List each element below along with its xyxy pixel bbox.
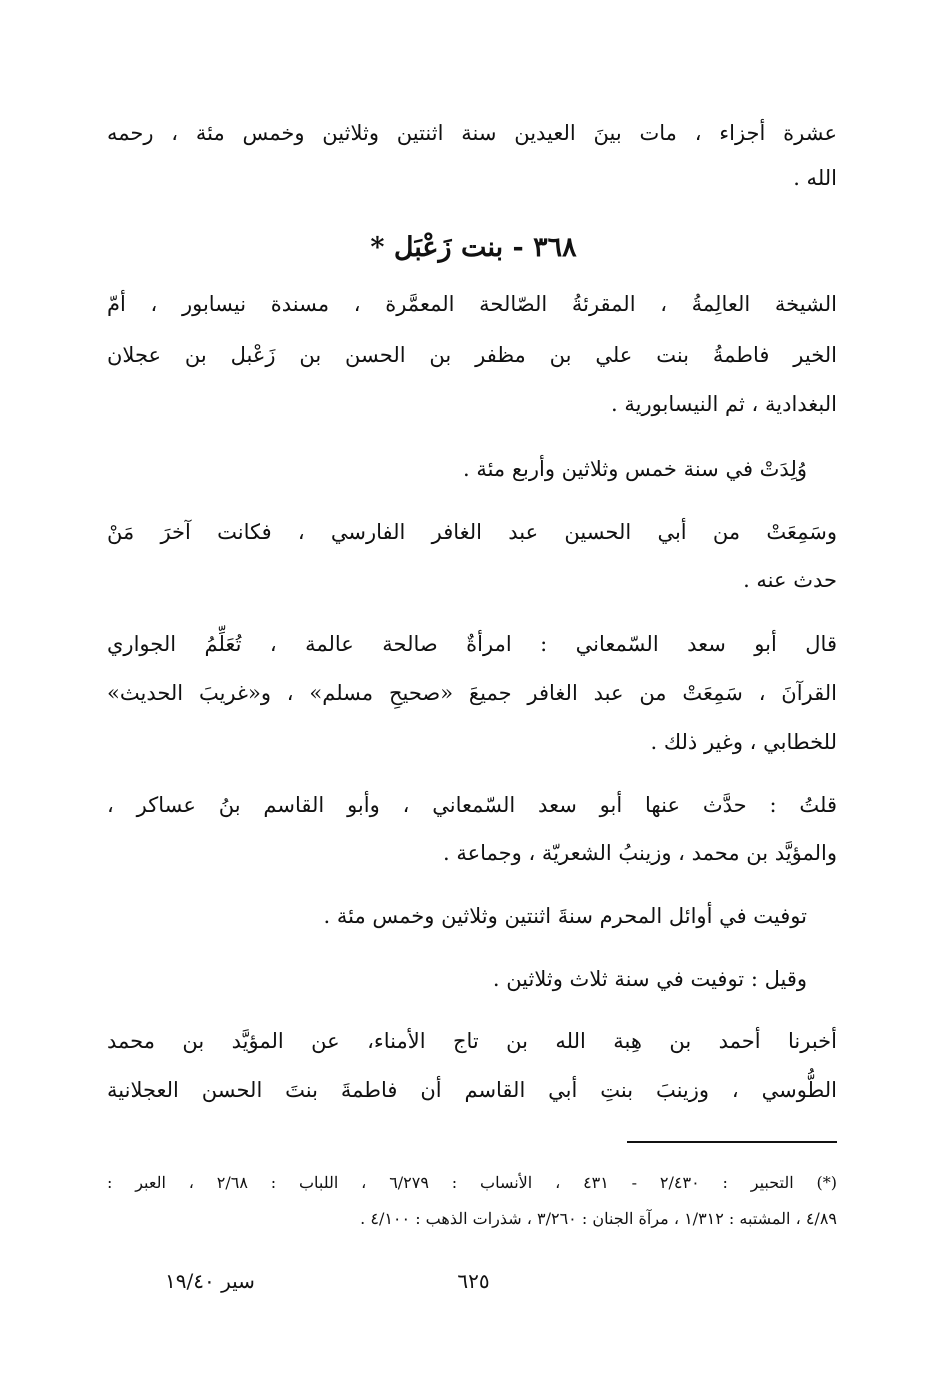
text-line: توفيت في أوائل المحرم سنةَ اثنتين وثلاثين وخمس مئة . xyxy=(323,904,807,928)
footnote-line: ٤/٨٩ ، المشتبه : ١/٣١٢ ، مرآة الجنان : ٣/٢٦٠ ، شذرات الذهب : ٤/١٠٠ . xyxy=(360,1209,837,1228)
text-line: قلتُ : حدَّث عنها أبو سعد السّمعاني ، وأبو القاسم بنُ عساكر ، xyxy=(107,793,837,817)
text-line: وسَمِعَتْ من أبي الحسين عبد الغافر الفارسي ، فكانت آخرَ مَنْ xyxy=(107,520,837,544)
text-line: الشيخة العالِمةُ ، المقرئةُ الصّالحة المعمَّرة ، مسندة نيسابور ، أمّ xyxy=(107,292,837,316)
text-line: أخبرنا أحمد بن هِبة الله بن تاج الأمناء، عن المؤيَّد بن محمد xyxy=(107,1029,837,1053)
text-line: والمؤيَّد بن محمد ، وزينبُ الشعريّة ، وجماعة . xyxy=(443,841,837,865)
page-number: ٦٢٥ xyxy=(457,1269,490,1293)
text-line: وقيل : توفيت في سنة ثلاث وثلاثين . xyxy=(492,967,807,991)
text-line: القرآنَ ، سَمِعَتْ من عبد الغافر جميعَ «صحيحِ مسلم» ، و«غريبَ الحديث» xyxy=(107,681,837,705)
signature-mark: سير ١٩/٤٠ xyxy=(165,1269,255,1293)
footnote-separator xyxy=(627,1141,837,1143)
text-line: وُلِدَتْ في سنة خمس وثلاثين وأربع مئة . xyxy=(462,457,807,481)
text-line: الطُّوسي ، وزينبَ بنتِ أبي القاسم أن فاطمةَ بنتَ الحسن العجلانية xyxy=(107,1078,837,1102)
text-line: للخطابي ، وغير ذلك . xyxy=(650,730,837,754)
footnote-line: (*) التحبير : ٢/٤٣٠ - ٤٣١ ، الأنساب : ٦/٢٧٩ ، اللباب : ٢/٦٨ ، العبر : xyxy=(107,1173,838,1192)
text-line: الله . xyxy=(793,166,837,190)
text-line: حدث عنه . xyxy=(743,568,837,592)
text-line: البغدادية ، ثم النيسابورية . xyxy=(611,392,837,416)
text-line: قال أبو سعد السّمعاني : امرأةٌ صالحة عالمة ، تُعَلِّمُ الجواري xyxy=(107,632,837,656)
entry-heading: ٣٦٨ - بنت زَعْبَل * xyxy=(370,232,577,263)
text-line: عشرة أجزاء ، مات بينَ العيدين سنة اثنتين وثلاثين وخمس مئة ، رحمه xyxy=(107,121,837,145)
text-line: الخير فاطمةُ بنت علي بن مظفر بن الحسن بن زَعْبل بن عجلان xyxy=(107,343,837,367)
